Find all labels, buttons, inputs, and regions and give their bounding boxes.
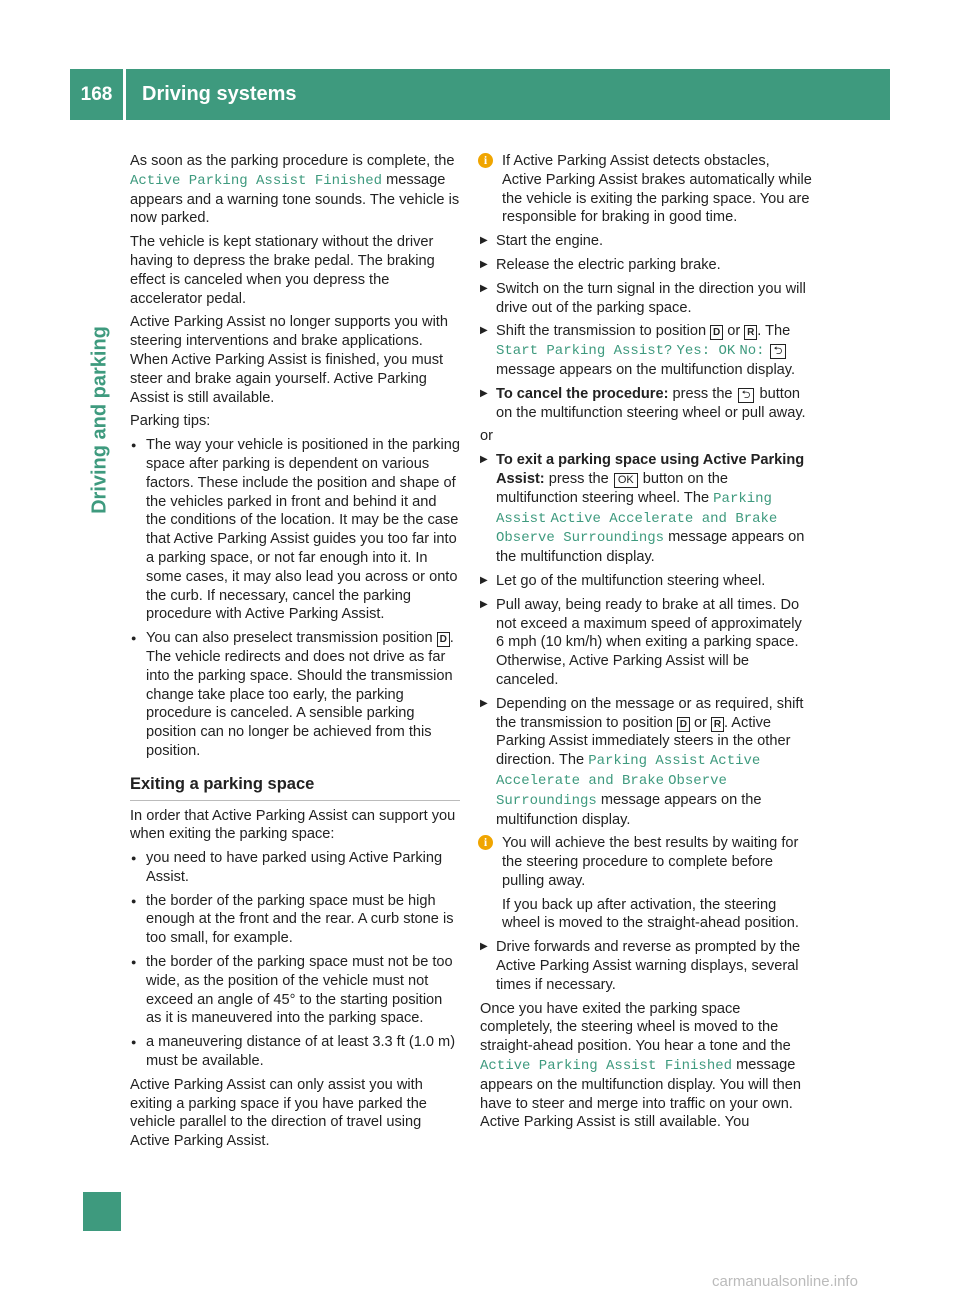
gear-r-icon: R	[711, 717, 724, 732]
section-side-label	[86, 300, 114, 540]
display-message: Parking Assist	[588, 753, 706, 770]
step-item: ▶ To cancel the procedure: press the ⮌ button on the multifunction steering wheel or pull away.	[480, 385, 812, 423]
ok-icon: OK	[614, 473, 638, 488]
step-item: ▶ Switch on the turn signal in the direction you will drive out of the parking space.	[480, 280, 812, 318]
list-item: ● the border of the parking space must be high enough at the front and the rear. A curb stone is too small, for example.	[130, 892, 460, 948]
header-bar	[70, 69, 890, 120]
back-icon: ⮌	[738, 388, 755, 403]
list-item: ● The way your vehicle is positioned in the parking space after parking is dependent on various factors. These include the position and shape of the vehicles parked in front and behind it and the conditions of the location. It may be the case that Active Parking Assist guides you too far into a parking space, or not far enough into it. In some cases, it may also lead you across or onto the curb. If necessary, cancel the parking procedure with Active Parking Assist.	[130, 436, 460, 624]
paragraph: or	[480, 428, 493, 445]
info-icon: i	[478, 153, 493, 168]
step-item: ▶ Start the engine.	[480, 232, 812, 251]
display-message: Active Accelerate and Brake	[496, 753, 761, 789]
display-message: Parking Assist	[496, 490, 772, 527]
step-item: ▶ Drive forwards and reverse as prompted by the Active Parking Assist warning displays, several times if necessary.	[480, 938, 812, 994]
right-column	[480, 152, 812, 1137]
step-item: ▶ Release the electric parking brake.	[480, 256, 812, 275]
gear-d-icon: D	[437, 632, 450, 647]
display-message: No:	[739, 343, 765, 360]
paragraph: Active Parking Assist no longer supports you with steering interventions and brake applications. When Active Parking Assist is finished, you must steer and brake again yourself. Active Parking Assist is still available.	[130, 314, 448, 406]
section-label-text: Driving and parking	[88, 326, 111, 514]
step-item: ▶ Pull away, being ready to brake at all times. Do not exceed a maximum speed of approximately 6 mph (10 km/h) when exiting a parking space. Otherwise, Active Parking Assist will be canceled.	[480, 596, 812, 690]
paragraph: In order that Active Parking Assist can support you when exiting the parking space:	[130, 807, 456, 843]
step-item: ▶ Shift the transmission to position D or R . The Start Parking Assist? Yes: OK No: ⮌ message appears on the multifunction display.	[480, 322, 812, 379]
step-item: ▶ To exit a parking space using Active Parking Assist: press the OK button on the multifunction steering wheel. The Parking Assist Active Accelerate and Brake Observe Surroundings message appears on the multifunction display.	[480, 451, 812, 567]
list-item: ● You can also preselect transmission position D . The vehicle redirects and does not drive as far into the parking space. Should the transmission change take place too early, the parking procedure is canceled. A sensible parking position can no longer be achieved from this position.	[130, 629, 460, 761]
gear-d-icon: D	[710, 325, 723, 340]
list-item: ● the border of the parking space must not be too wide, as the position of the vehicle must not exceed an angle of 45° to the starting position as it is maneuvered into the parking space.	[130, 953, 460, 1028]
paragraph: Active Parking Assist can only assist you with exiting a parking space if you have parked the vehicle parallel to the direction of travel using Active Parking Assist.	[130, 1076, 427, 1150]
display-message: Active Accelerate and Brake	[550, 510, 778, 527]
info-note: i If Active Parking Assist detects obstacles, Active Parking Assist brakes automatically while the vehicle is exiting the parking space. You are responsible for braking in good time.	[480, 152, 812, 227]
watermark: carmanualsonline.info	[712, 1273, 858, 1290]
page-number: 168	[70, 69, 126, 120]
display-message: Active Parking Assist Finished	[480, 1058, 733, 1075]
gear-d-icon: D	[677, 717, 690, 732]
display-message: Start Parking Assist?	[496, 343, 673, 360]
paragraph: Parking tips:	[130, 413, 211, 430]
step-item: ▶ Depending on the message or as required, shift the transmission to position D or R . Active Parking Assist immediately steers in the other direction. The Parking Assist Active Accelerate and Brake Observe Surroundings message appears on the multifunction display.	[480, 695, 812, 830]
display-message: Yes: OK	[676, 343, 736, 360]
display-message: Observe Surroundings	[496, 530, 665, 547]
list-item: ● a maneuvering distance of at least 3.3 ft (1.0 m) must be available.	[130, 1033, 460, 1071]
paragraph: The vehicle is kept stationary without the driver having to depress the brake pedal. The braking effect is canceled when you depress the accelerator pedal.	[130, 234, 435, 307]
paragraph: Once you have exited the parking space completely, the steering wheel is moved to the straight-ahead position. You hear a tone and the Active Parking Assist Finished message appears on the multifunction display. You will then have to steer and merge into traffic on your own. Active Parking Assist is still available. You	[480, 1000, 801, 1131]
list-item: ● you need to have parked using Active Parking Assist.	[130, 849, 460, 887]
paragraph: As soon as the parking procedure is complete, the Active Parking Assist Finished message appears and a warning tone sounds. The vehicle is now parked.	[130, 153, 460, 227]
info-note: i You will achieve the best results by waiting for the steering procedure to complete before pulling away. If you back up after activation, the steering wheel is moved to the straight-ahead position.	[480, 834, 812, 933]
display-message: Observe Surroundings	[496, 772, 727, 809]
back-icon: ⮌	[770, 344, 787, 359]
page-title: Driving systems	[142, 83, 297, 105]
info-icon: i	[478, 835, 493, 850]
step-item: ▶ Let go of the multifunction steering wheel.	[480, 572, 812, 591]
section-heading: Exiting a parking space	[130, 775, 460, 801]
left-column	[130, 152, 460, 1156]
display-message: Active Parking Assist Finished	[130, 172, 383, 189]
section-marker	[83, 1192, 121, 1231]
gear-r-icon: R	[744, 325, 757, 340]
